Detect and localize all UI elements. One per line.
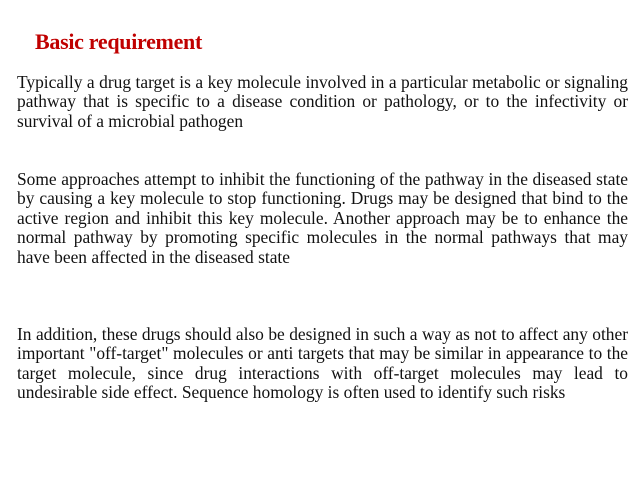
paragraph-approaches: Some approaches attempt to inhibit the functioning of the pathway in the diseased state by causing a key molecule to stop functioning. Drugs may be designed that bind to the active region and inhibit this key molecule. Another approach may be to enhance the normal pathway by promoting specific molecules in the normal pathways that may have been affected in the diseased state	[17, 169, 628, 267]
slide-title: Basic requirement	[35, 29, 203, 54]
paragraph-off-target: In addition, these drugs should also be designed in such a way as not to affect any other important "off-target" molecules or anti targets that may be similar in appearance to the target molecule, since drug interactions with off-target molecules may lead to undesirable side effect. Sequence homology is often used to identify such risks	[17, 324, 628, 403]
paragraph-drug-target-definition: Typically a drug target is a key molecule involved in a particular metabolic or signaling pathway that is specific to a disease condition or pathology, or to the infectivity or survival of a microbial pathogen	[17, 72, 628, 131]
